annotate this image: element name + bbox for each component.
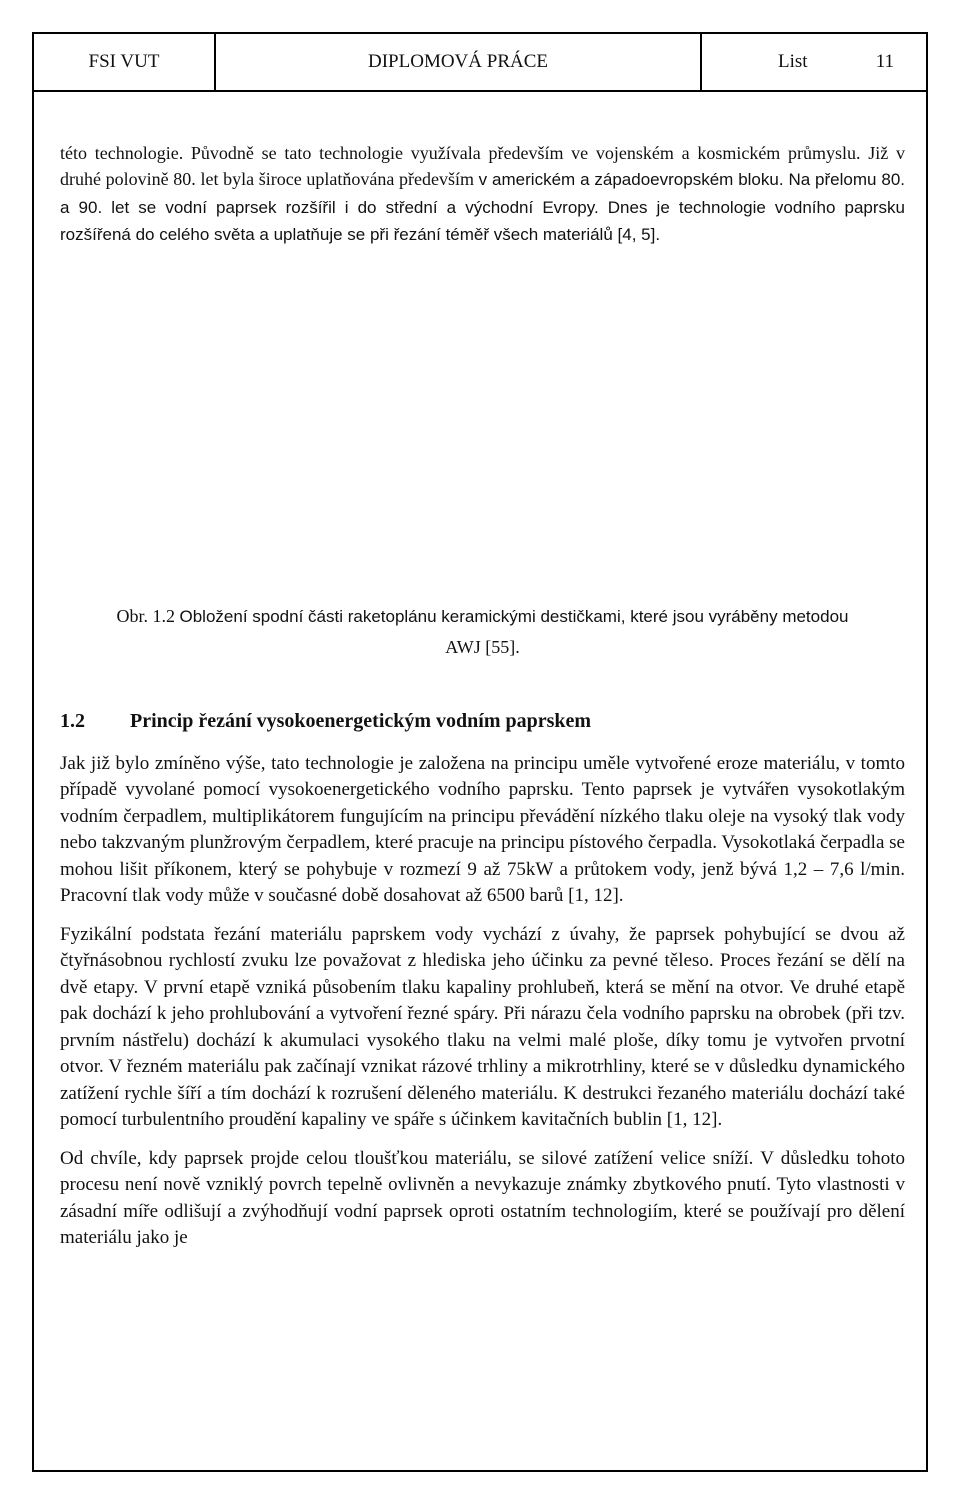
caption-text: Obložení spodní části raketoplánu keramickými destičkami, které jsou vyráběny metodou	[179, 606, 849, 626]
header-institution: FSI VUT	[34, 34, 216, 90]
section-number: 1.2	[60, 710, 85, 733]
section-title: Princip řezání vysokoenergetickým vodním paprskem	[130, 710, 592, 733]
paragraph-principle: Jak již bylo zmíněno výše, tato technologie je založena na principu uměle vytvořené eroze materiálu, v tomto případě vyvolané pomocí vysokoenergetického vodního paprsku. Tento paprsek je vytvářen vysokotlakým vodním čerpadlem, multiplikátorem fungujícím na principu převádění nízkého tlaku oleje na vysoký tlak vody nebo takzvaným plunžrovým čerpadlem, které pracuje na principu pístového čerpadla. Vysokotlaká čerpadla se mohou lišit příkonem, který se pohybuje v rozmezí 9 až 75kW a průtokem vody, jenž bývá 1,2 – 7,6 l/min. Pracovní tlak vody může v současné době dosahovat až 6500 barů [1, 12].	[60, 752, 905, 907]
header-document-type: DIPLOMOVÁ PRÁCE	[216, 34, 702, 90]
caption-ref: AWJ [55].	[445, 636, 520, 657]
paragraph-effects: Od chvíle, kdy paprsek projde celou tloušťkou materiálu, se silové zatížení velice sníží. V důsledku tohoto procesu není nově vzniklý povrch tepelně ovlivněn a nevykazuje známky zbytkového pnutí. Tyto vlastnosti v zásadní míře odlišují a zvýhodňují vodní paprsek oproti ostatním technologiím, které se používají pro dělení materiálu jako je	[60, 1147, 905, 1249]
page-header	[34, 34, 926, 92]
caption-label: Obr. 1.2	[116, 605, 180, 626]
intro-paragraph	[60, 140, 905, 249]
header-list-label: List	[778, 51, 808, 72]
intro-serif-text: této technologie. Původně se tato technologie využívala především ve vojenském a kosmickém průmyslu. Již v druhé polovině 80. let byla široce uplatňována především	[60, 143, 905, 190]
section-heading	[60, 707, 905, 737]
figure-caption	[60, 601, 905, 662]
intro-sans-text: v americkém a západoevropském bloku. Na přelomu 80. a 90. let se vodní paprsek rozšířil i do střední a východní Evropy. Dnes je technologie vodního paprsku rozšířená do celého světa a uplatňuje se při řezání téměř všech materiálů [4, 5].	[60, 170, 905, 245]
page-content	[60, 140, 905, 1252]
header-page-number: 11	[875, 51, 894, 72]
figure-placeholder	[60, 249, 905, 601]
paragraph-physics: Fyzikální podstata řezání materiálu paprskem vody vychází z úvahy, že paprsek pohybující se dvou až čtyřnásobnou rychlostí zvuku lze považovat z hlediska jeho účinku za pevné těleso. Proces řezání se dělí na dvě etapy. V první etapě vzniká působením tlaku kapaliny prohlubeň, která se mění na otvor. Ve druhé etapě pak dochází k jeho prohlubování a vytvoření řezné spáry. Při nárazu čela vodního paprsku na obrobek (při tzv. prvním nástřelu) dochází k akumulaci vysokého tlaku na velmi malé ploše, díky tomu je vytvořen prvotní otvor. V řezném materiálu pak začínají vznikat rázové trhliny a mikrotrhliny, které se v důsledku dynamického zatížení rychle šíří a tím dochází k rozrušení děleného materiálu. K destrukci řezaného materiálu dochází také pomocí turbulentního proudění kapaliny ve spáře s účinkem kavitačních bublin [1, 12].	[60, 923, 905, 1131]
page-frame	[32, 32, 928, 1472]
header-page-info	[702, 34, 926, 90]
